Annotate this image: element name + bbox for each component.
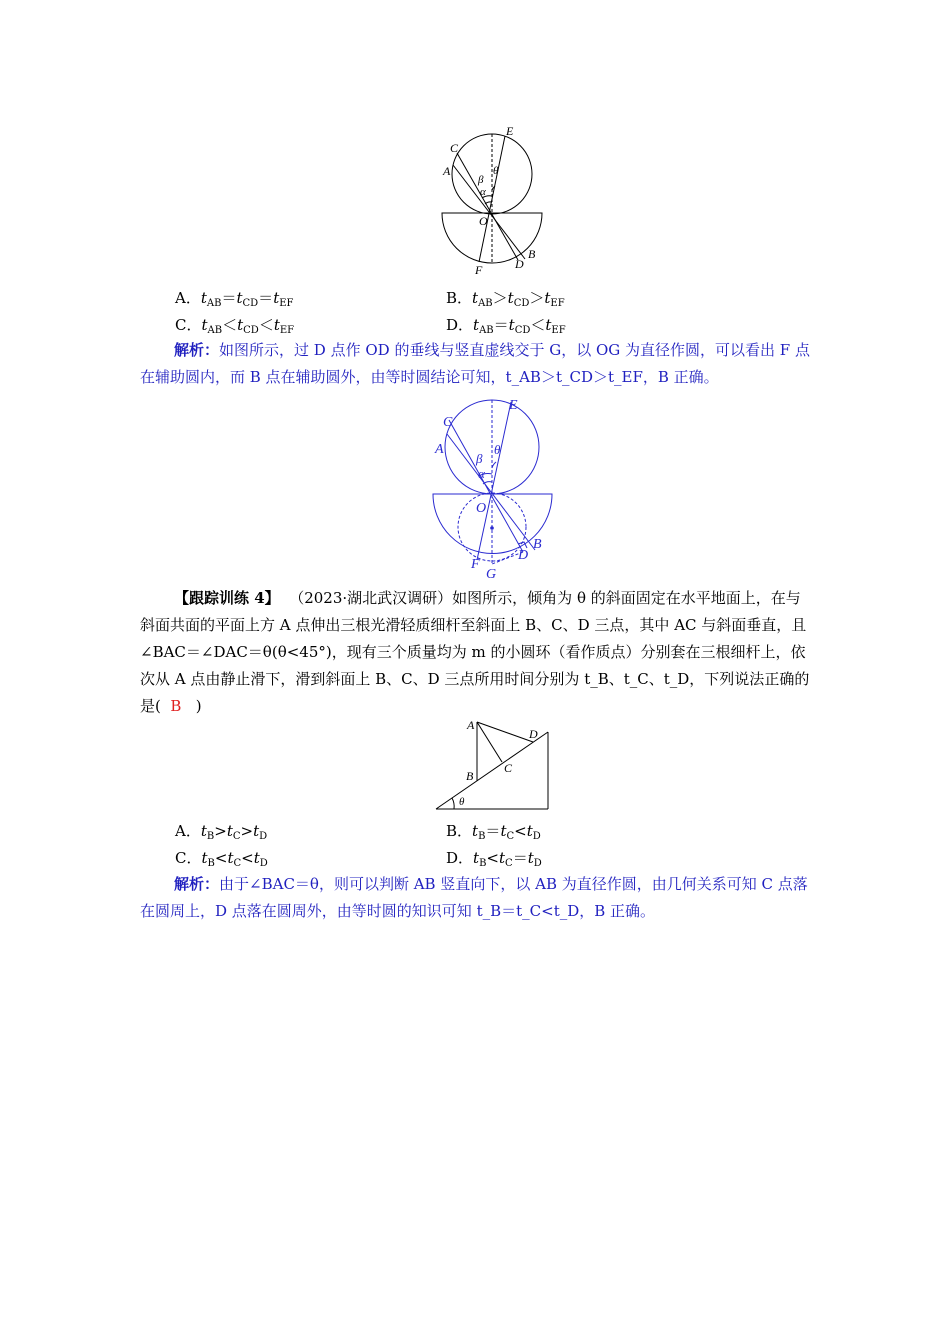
figure-3-label-B: B: [466, 769, 474, 783]
figure-2-label-C: C: [443, 415, 453, 430]
figure-1-label-F: F: [475, 263, 483, 277]
figure-3-label-theta: θ: [459, 796, 465, 808]
q3-option-d: D．$t_{AB}=t_{CD}<t_{EF}$: [446, 316, 566, 336]
q4-option-c: C．$t_B<t_C<t_D$: [175, 849, 268, 869]
q4-option-a: A．$t_B>t_C>t_D$: [175, 822, 268, 842]
figure-3-label-C: C: [504, 761, 513, 775]
solution-4-text: 由于∠BAC＝θ，则可以判断 AB 竖直向下，以 AB 为直径作圆，由几何关系可知 C 点落在圆周上，D 点落在圆周外，由等时圆的知识可知 t_B＝t_C<t_D，B 正确。: [140, 875, 808, 920]
q4-option-d: D．$t_B<t_C=t_D$: [446, 849, 542, 869]
figure-1-label-D: D: [515, 257, 524, 271]
figure-2-label-beta: β: [476, 451, 483, 466]
figure-1-label-A: A: [443, 164, 451, 178]
figure-1-circles: [430, 120, 550, 280]
figure-1-label-O: O: [479, 214, 488, 228]
solution-3: [140, 337, 812, 391]
figure-3-incline: [430, 714, 555, 814]
figure-3-label-A: A: [467, 718, 475, 732]
figure-2-label-E: E: [509, 398, 518, 413]
q3-option-b: B．$t_{AB}>t_{CD}>t_{EF}$: [446, 289, 565, 309]
figure-1-label-alpha: α: [480, 186, 486, 198]
figure-2-label-O: O: [476, 501, 487, 516]
figure-2-label-B: B: [533, 537, 542, 552]
figure-2-label-F: F: [471, 557, 480, 572]
figure-2-label-theta: θ: [494, 442, 501, 457]
figure-1-label-B: B: [528, 247, 536, 261]
q3-option-a: A．$t_{AB}=t_{CD}=t_{EF}$: [175, 289, 294, 309]
figure-1-label-theta: θ: [493, 165, 499, 177]
figure-2-circles: [425, 392, 560, 582]
figure-1-label-beta: β: [478, 174, 484, 186]
solution-4-lead: 解析：: [174, 875, 220, 893]
solution-4: [140, 871, 812, 925]
figure-2-label-alpha: α: [478, 466, 485, 481]
figure-1-label-C: C: [450, 141, 459, 155]
q4-option-b: B．$t_B=t_C<t_D$: [446, 822, 541, 842]
question-4: 【跟踪训练 4】 （2023·湖北武汉调研）如图所示，倾角为 θ 的斜面固定在水平地面上，在与斜面共面的平面上方 A 点伸出三根光滑轻质细杆至斜面上 B、C、D 三点，其中 AC 与斜面垂直，且∠BAC＝∠DAC＝θ(θ<45°)，现有三个质量均为 m 的小圆环（看作质点）分别套在三根细杆上，依次从 A 点由静止滑下，滑到斜面上 B、C、D 三点所用时间分别为 t_B、t_C、t_D，下列说法正确的是( B ): [140, 589, 810, 715]
figure-3-label-D: D: [529, 727, 538, 741]
question-4-source: （2023·湖北武汉调研）: [289, 589, 453, 607]
question-4-text: 如图所示，倾角为 θ 的斜面固定在水平地面上，在与斜面共面的平面上方 A 点伸出三根光滑轻质细杆至斜面上 B、C、D 三点，其中 AC 与斜面垂直，且∠BAC＝∠DAC＝θ(θ<45°)，现有三个质量均为 m 的小圆环（看作质点）分别套在三根细杆上，依次从 A 点由静止滑下，滑到斜面上 B、C、D 三点所用时间分别为 t_B、t_C、t_D，下列说法正确的是(: [140, 589, 810, 715]
solution-3-lead: 解析：: [174, 341, 220, 359]
figure-2-label-G: G: [486, 567, 497, 582]
figure-2-label-A: A: [435, 442, 444, 457]
question-4-tag: 【跟踪训练 4】: [174, 589, 280, 607]
q3-option-c: C．$t_{AB}<t_{CD}<t_{EF}$: [175, 316, 295, 336]
question-4-answer: B: [170, 697, 182, 715]
solution-3-text: 如图所示，过 D 点作 OD 的垂线与竖直虚线交于 G，以 OG 为直径作圆，可以看出 F 点在辅助圆内，而 B 点在辅助圆外，由等时圆结论可知，t_AB＞t_CD＞t_EF，B 正确。: [140, 341, 810, 386]
figure-1-label-E: E: [506, 124, 514, 138]
figure-2-label-D: D: [518, 548, 529, 563]
